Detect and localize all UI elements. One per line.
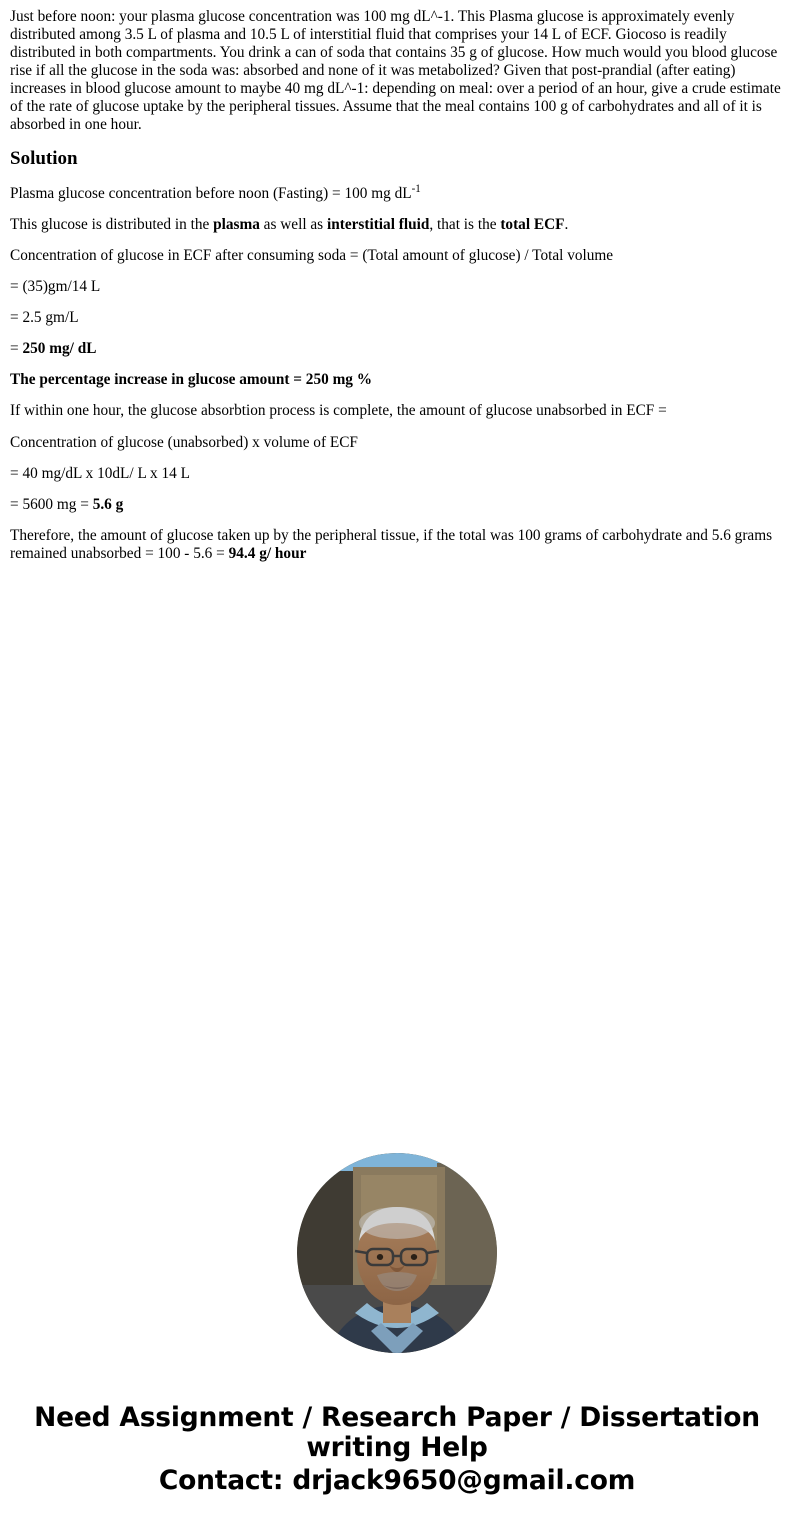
footer-contact: Contact: drjack9650@gmail.com bbox=[158, 1464, 636, 1496]
footer-cta bbox=[10, 1403, 784, 1496]
avatar bbox=[297, 1153, 497, 1353]
line-unabsorbed-calc: = 40 mg/dL x 10dL/ L x 14 L bbox=[10, 464, 190, 482]
solution-body bbox=[10, 185, 784, 563]
line-distribution: This glucose is distributed in the plasma as well as interstitial fluid, that is the total ECF. bbox=[10, 216, 569, 234]
line-unabsorbed-result: = 5600 mg = 5.6 g bbox=[10, 495, 124, 513]
footer-line1: Need Assignment / Research Paper / Dissertation bbox=[34, 1401, 760, 1433]
line-calc-1: = (35)gm/14 L bbox=[10, 278, 101, 296]
line-absorption-note: If within one hour, the glucose absorbtion process is complete, the amount of glucose unabsorbed in ECF = bbox=[10, 402, 667, 420]
solution-heading: Solution bbox=[10, 148, 78, 170]
avatar-container bbox=[10, 1153, 784, 1353]
line-fasting-concentration: Plasma glucose concentration before noon (Fasting) = 100 mg $dL^{-1}$ bbox=[10, 183, 421, 203]
line-calc-3: = 250 mg/ dL bbox=[10, 340, 97, 358]
line-percentage-increase: The percentage increase in glucose amount = 250 mg % bbox=[10, 371, 373, 389]
line-unabsorbed-formula: Concentration of glucose (unabsorbed) x volume of ECF bbox=[10, 433, 358, 451]
footer-line2: writing Help bbox=[306, 1432, 488, 1464]
line-conclusion: Therefore, the amount of glucose taken up by the peripheral tissue, if the total was 100 grams of carbohydrate and 5.6 grams remained unabsorbed = 100 - 5.6 = 94.4 g/ hour bbox=[10, 526, 773, 562]
question-paragraph: Just before noon: your plasma glucose concentration was 100 mg dL^-1. This Plasma glucose is approximately evenly distributed among 3.5 L of plasma and 10.5 L of interstitial fluid that comprises your 14 L of ECF. Giocoso is readily distributed in both compartments. You drink a can of soda that contains 35 g of glucose. How much would you blood glucose rise if all the glucose in the soda was: absorbed and none of it was metabolized? Given that post-prandial (after eating) increases in blood glucose amount to maybe 40 mg dL^-1: depending on meal: over a period of an hour, give a crude estimate of the rate of glucose uptake by the peripheral tissues. Assume that the meal contains 100 g of carbohydrates and all of it is absorbed in one hour. bbox=[10, 8, 781, 134]
line-ecf-formula: Concentration of glucose in ECF after consuming soda = (Total amount of glucose) / Total volume bbox=[10, 247, 614, 265]
line-calc-2: = 2.5 gm/L bbox=[10, 309, 79, 327]
